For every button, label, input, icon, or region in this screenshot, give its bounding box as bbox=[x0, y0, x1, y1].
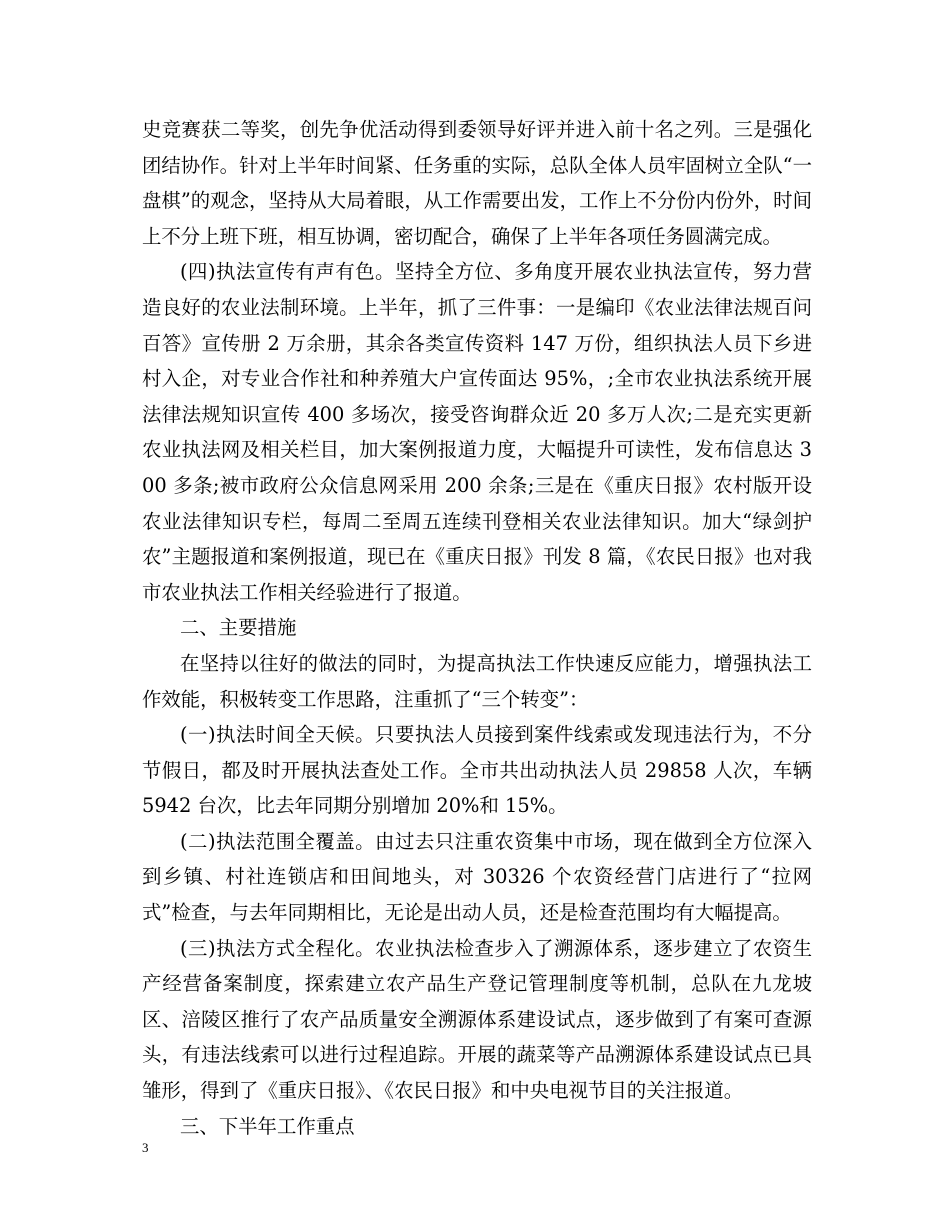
paragraph-three-changes-intro: 在坚持以往好的做法的同时，为提高执法工作快速反应能力，增强执法工作效能，积极转变工作思路，注重抓了“三个转变”： bbox=[142, 651, 812, 711]
section-heading-second-half-priorities: 三、下半年工作重点 bbox=[180, 1114, 355, 1138]
page-number: 3 bbox=[142, 1140, 149, 1155]
section-heading-main-measures: 二、主要措施 bbox=[180, 616, 297, 640]
document-body bbox=[142, 112, 812, 1144]
paragraph-publicity: (四)执法宣传有声有色。坚持全方位、多角度开展农业执法宣传，努力营造良好的农业法制环境。上半年，抓了三件事：一是编印《农业法律法规百问百答》宣传册 2 万余册，其余各类宣传资料 147 万份，组织执法人员下乡进村入企，对专业合作社和种养殖大户宣传面达 95%，;全市农业执法系统开展法律法规知识宣传 400 多场次，接受咨询群众近 20 多万人次;二是充实更新农业执法网及相关栏目，加大案例报道力度，大幅提升可读性，发布信息达 300 多条;被市政府公众信息网采用 200 余条;三是在《重庆日报》农村版开设农业法律知识专栏，每周二至周五连续刊登相关农业法律知识。加大“绿剑护农”主题报道和案例报道，现已在《重庆日报》刊发 8 篇，《农民日报》也对我市农业执法工作相关经验进行了报道。 bbox=[142, 260, 812, 604]
paragraph-enforcement-time: (一)执法时间全天候。只要执法人员接到案件线索或发现违法行为，不分节假日，都及时开展执法查处工作。全市共出动执法人员 29858 人次，车辆 5942 台次，比去年同期分别增加 20%和 15%。 bbox=[142, 723, 812, 818]
paragraph-enforcement-scope: (二)执法范围全覆盖。由过去只注重农资集中市场，现在做到全方位深入到乡镇、村社连锁店和田间地头，对 30326 个农资经营门店进行了“拉网式”检查，与去年同期相比，无论是出动人员，还是检查范围均有大幅提高。 bbox=[142, 829, 812, 925]
paragraph-enforcement-method: (三)执法方式全程化。农业执法检查步入了溯源体系，逐步建立了农资生产经营备案制度，探索建立农产品生产登记管理制度等机制，总队在九龙坡区、涪陵区推行了农产品质量安全溯源体系建设试点，逐步做到了有案可查源头，有违法线索可以进行过程追踪。开展的蔬菜等产品溯源体系建设试点已具雏形，得到了《重庆日报》、《农民日报》和中央电视节目的关注报道。 bbox=[142, 936, 812, 1103]
paragraph-continuation: 史竞赛获二等奖，创先争优活动得到委领导好评并进入前十名之列。三是强化团结协作。针对上半年时间紧、任务重的实际，总队全体人员牢固树立全队“一盘棋”的观念，坚持从大局着眼，从工作需要出发，工作上不分份内份外，时间上不分上班下班，相互协调，密切配合，确保了上半年各项任务圆满完成。 bbox=[142, 118, 812, 248]
